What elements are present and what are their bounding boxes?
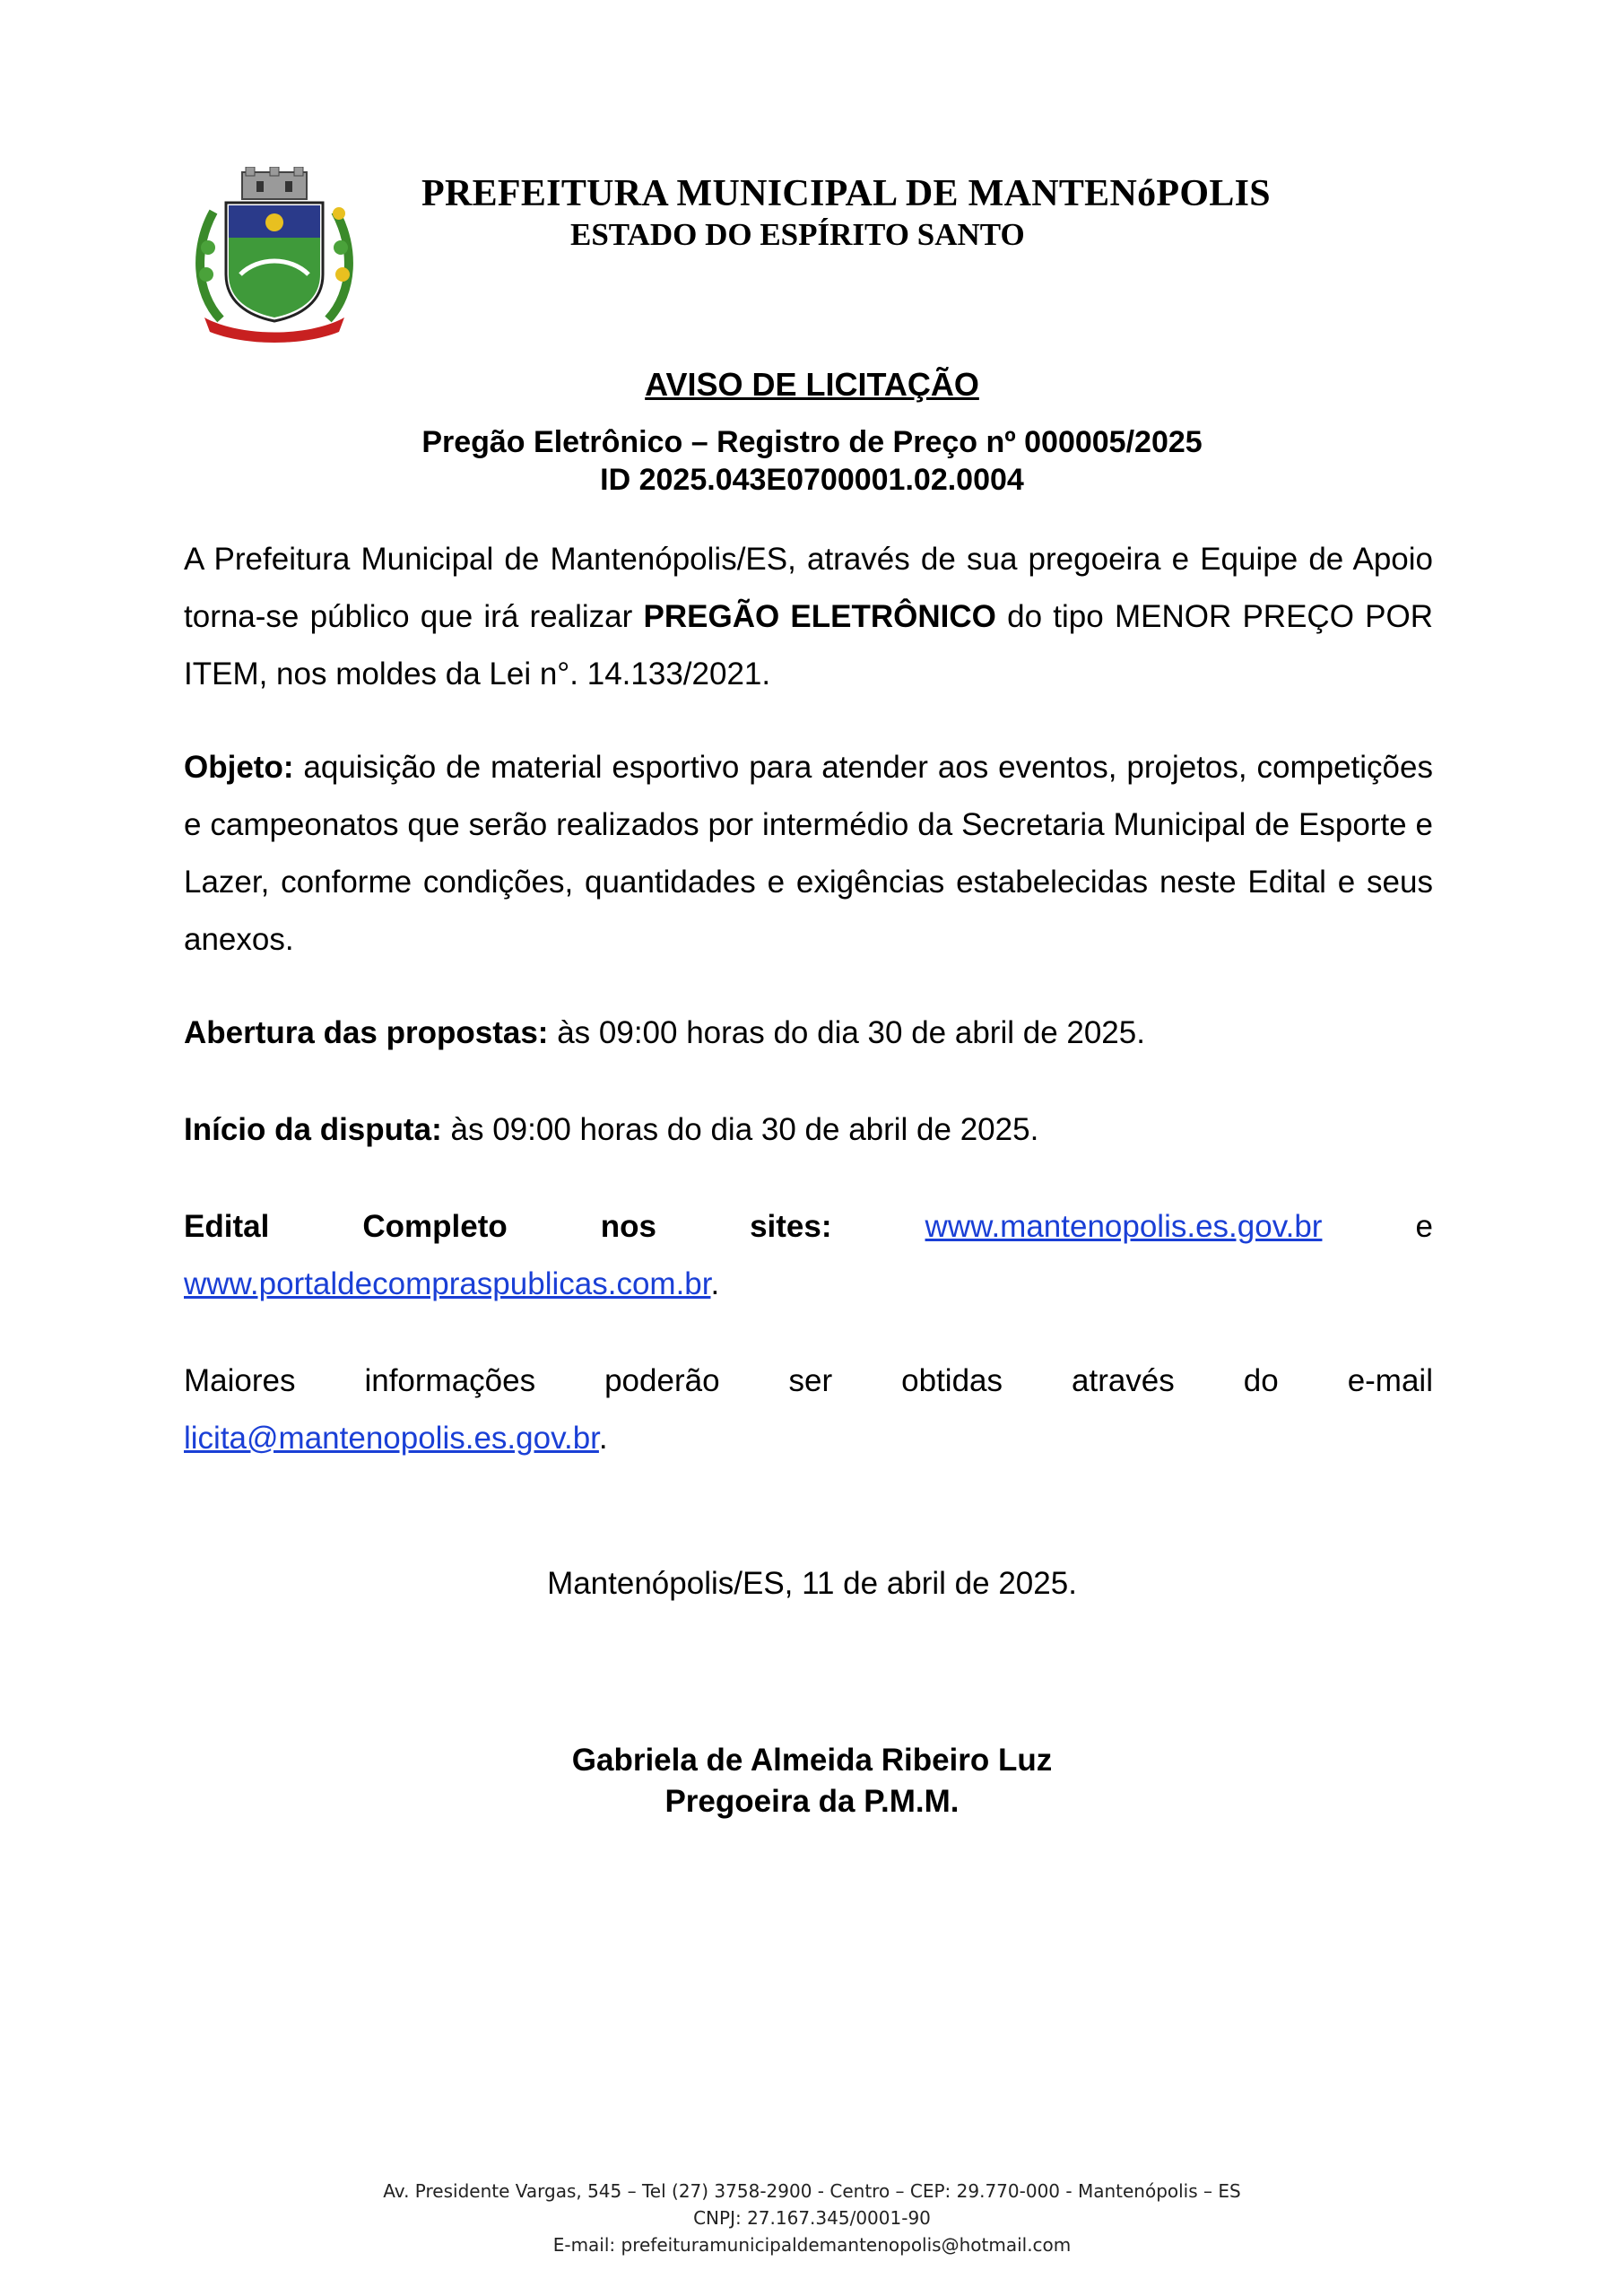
inicio-text: às 09:00 horas do dia 30 de abril de 2025. (441, 1112, 1039, 1147)
info-word: ser (788, 1363, 833, 1398)
intro-text-a: A Prefeitura Municipal de Mantenópolis/ES, através de sua pregoeira e Equipe de Apoio torna-se público que irá realizar (184, 542, 1433, 634)
notice-line-2: ID 2025.043E0700001.02.0004 (600, 463, 1024, 497)
notice-line-1: Pregão Eletrônico – Registro de Preço nº 000005/2025 (421, 425, 1203, 459)
notice-heading: AVISO DE LICITAÇÃO (645, 366, 979, 403)
edital-link-mantenopolis[interactable]: www.mantenopolis.es.gov.br (925, 1209, 1323, 1244)
edital-paragraph (184, 1198, 1433, 1313)
info-word: obtidas (901, 1363, 1003, 1398)
edital-line-1 (184, 1198, 1433, 1256)
info-word: Maiores (184, 1363, 296, 1398)
municipal-coat-of-arms-icon (187, 167, 362, 343)
place-date: Mantenópolis/ES, 11 de abril de 2025. (547, 1566, 1077, 1601)
page-subtitle: ESTADO DO ESPÍRITO SANTO (570, 217, 1025, 252)
abertura-paragraph (184, 1004, 1433, 1062)
info-word: através (1072, 1363, 1175, 1398)
info-word: poderão (604, 1363, 720, 1398)
edital-word: Completo (362, 1209, 508, 1244)
info-end: . (598, 1421, 608, 1456)
footer-email: E-mail: prefeituramunicipaldemantenopolis@hotmail.com (552, 2234, 1072, 2256)
inicio-label: Início da disputa: (184, 1112, 442, 1147)
notice-reference (0, 423, 1624, 499)
abertura-label: Abertura das propostas: (184, 1015, 549, 1050)
info-paragraph (184, 1352, 1433, 1467)
edital-line-2 (184, 1256, 1433, 1313)
edital-and: e (1415, 1209, 1433, 1244)
edital-end: . (710, 1266, 720, 1301)
intro-paragraph (184, 531, 1433, 703)
signer-name: Gabriela de Almeida Ribeiro Luz (571, 1743, 1053, 1778)
intro-bold-text: PREGÃO ELETRÔNICO (643, 599, 996, 634)
signature-block (0, 1740, 1624, 1822)
edital-word: Edital (184, 1209, 270, 1244)
abertura-text: às 09:00 horas do dia 30 de abril de 2025. (548, 1015, 1145, 1050)
signer-role: Pregoeira da P.M.M. (664, 1784, 960, 1819)
footer-address: Av. Presidente Vargas, 545 – Tel (27) 3758-2900 - Centro – CEP: 29.770-000 - Mantenópolis – ES (383, 2180, 1241, 2202)
edital-word: sites: (750, 1209, 832, 1244)
intro-text-b: do tipo MENOR PREÇO POR ITEM, nos moldes da Lei n°. 14.133/2021. (184, 599, 1433, 691)
footer-cnpj: CNPJ: 27.167.345/0001-90 (693, 2207, 931, 2229)
objeto-text: aquisição de material esportivo para atender aos eventos, projetos, competições e campeonatos que serão realizados por intermédio da Secretaria Municipal de Esporte e Lazer, conforme condições, quantidades e exigências estabelecidas neste Edital e seus anexos. (184, 750, 1433, 957)
info-line-2 (184, 1410, 1433, 1467)
inicio-paragraph (184, 1101, 1433, 1159)
info-email-link[interactable]: licita@mantenopolis.es.gov.br (184, 1421, 599, 1456)
page-title: PREFEITURA MUNICIPAL DE MANTENóPOLIS (421, 173, 1271, 214)
info-line-1 (184, 1352, 1433, 1410)
info-word: e-mail (1347, 1363, 1433, 1398)
objeto-label: Objeto: (184, 750, 294, 785)
edital-word: nos (600, 1209, 657, 1244)
info-word: informações (364, 1363, 536, 1398)
info-word: do (1243, 1363, 1279, 1398)
edital-link-portal[interactable]: www.portaldecompraspublicas.com.br (184, 1266, 711, 1301)
objeto-paragraph (184, 739, 1433, 969)
page-footer (0, 2178, 1624, 2258)
